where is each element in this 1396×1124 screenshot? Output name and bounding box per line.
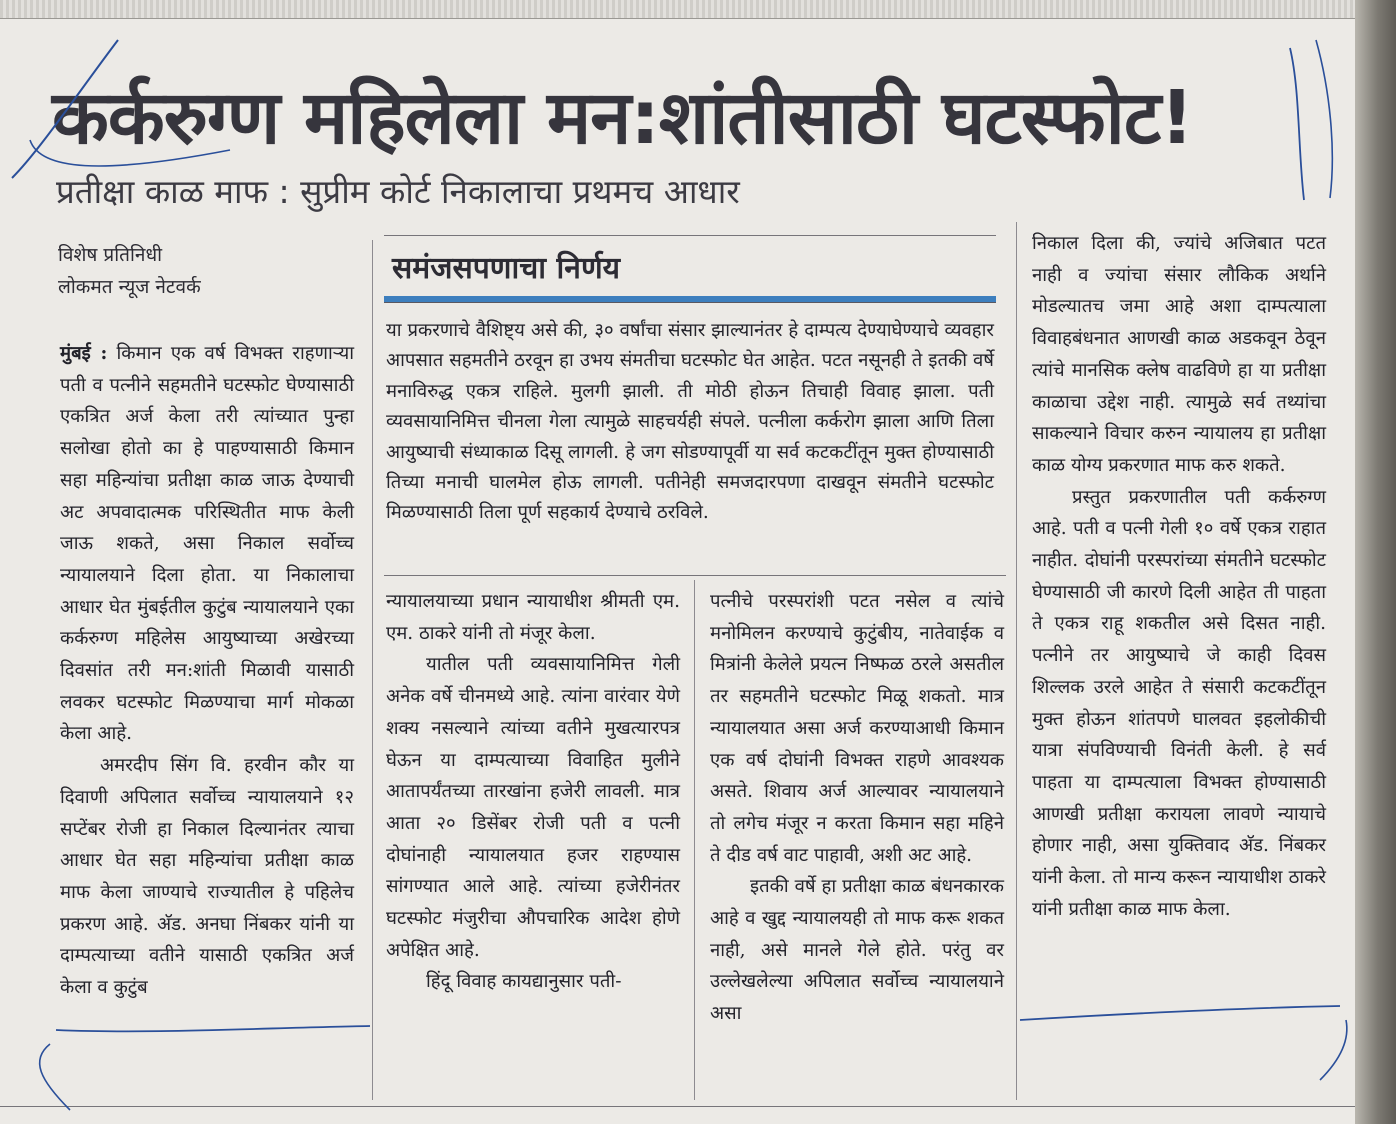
rule-bottom [0, 1106, 1355, 1107]
byline-author: विशेष प्रतिनिधी [58, 244, 163, 266]
column-1-paragraph-1-text: किमान एक वर्ष विभक्त राहणाऱ्या पती व पत्नीने सहमतीने घटस्फोट घेण्यासाठी एकत्रित अर्ज केला तरी त्यांच्यात पुन्हा सलोखा होतो का हे पाहण्यासाठी किमान सहा महिन्यांचा प्रतीक्षा काळ जाऊ देण्याची अट अपवादात्मक परिस्थितीत माफ केली जाऊ शकते, असा निकाल सर्वोच्च न्यायालयाने दिला होता. या निकालाचा आधार घेत मुंबईतील कुटुंब न्यायालयाने एका कर्करुग्ण महिलेस आयुष्याच्या अखेरच्या दिवसांत तरी मन:शांती मिळावी यासाठी लवकर घटस्फोट मिळण्याचा मार्ग मोकळा केला आहे. [60, 343, 354, 745]
page-edge-shadow [1355, 0, 1396, 1124]
subheadline: प्रतीक्षा काळ माफ : सुप्रीम कोर्ट निकालाचा प्रथमच आधार [56, 172, 740, 211]
rule-box-bottom [384, 575, 1006, 576]
column-3-paragraph-2: इतकी वर्षे हा प्रतीक्षा काळ बंधनकारक आहे व खुद्द न्यायालयही तो माफ करू शकत नाही, असे मानले गेले होते. परंतु वर उल्लेखलेल्या अपिलात सर्वोच्च न्यायालयाने असा [710, 876, 1004, 1025]
top-print-strip [0, 0, 1355, 19]
box-title-rule [384, 296, 996, 303]
box-body: या प्रकरणाचे वैशिष्ट्य असे की, ३० वर्षांचा संसार झाल्यानंतर हे दाम्पत्य देण्याघेण्याचे व्यवहार आपसात सहमतीने ठरवून हा उभय संमतीचा घटस्फोट घेत आहेत. पटत नसूनही ते इतकी वर्षे मनाविरुद्ध एकत्र राहिले. मुलगी झाली. ती मोठी होऊन तिचाही विवाह झाला. पती व्यवसायानिमित्त चीनला गेला त्यामुळे साहचर्यही संपले. पत्नीला कर्करोग झाला आणि तिला आयुष्याची संध्याकाळ दिसू लागली. हे जग सोडण्यापूर्वी या सर्व कटकटींतून मुक्त होण्यासाठी तिच्या मनाची घालमेल होऊ लागली. पतीनेही समजदारपणा दाखवून संमतीने घटस्फोट मिळण्यासाठी तिला पूर्ण सहकार्य देण्याचे ठरविले. [386, 320, 994, 524]
column-4 [1032, 228, 1326, 925]
column-4-paragraph-2: प्रस्तुत प्रकरणातील पती कर्करुग्ण आहे. पती व पत्नी गेली १० वर्षे एकत्र राहात नाहीत. दोघांनी परस्परांच्या संमतीने घटस्फोट घेण्यासाठी जी कारणे दिली आहेत ती पाहता ते एकत्र राहू शकतील असे दिसत नाही. पत्नीने तर आयुष्याचे जे काही दिवस शिल्लक उरले आहेत ते संसारी कटकटींतून मुक्त होऊन शांतपणे घालवत इहलोकीची यात्रा संपविण्याची विनंती केली. हे सर्व पाहता या दाम्पत्याला विभक्त होण्यासाठी आणखी प्रतीक्षा करायला लावणे न्यायाचे होणार नाही, असा युक्तिवाद अ‍ॅड. निंबकर यांनी केला. तो मान्य करून न्यायाधीश ठाकरे यांनी प्रतीक्षा काळ माफ केला. [1032, 486, 1326, 920]
column-2 [386, 586, 680, 998]
column-divider-3 [1016, 222, 1017, 1100]
column-divider-1 [372, 240, 373, 1100]
column-3-paragraph-1: पत्नीचे परस्परांशी पटत नसेल व त्यांचे मनोमिलन करण्याचे कुटुंबीय, नातेवाईक व मित्रांनी केलेले प्रयत्न निष्फळ ठरले असतील तर सहमतीने घटस्फोट मिळू शकतो. मात्र न्यायालयात असा अर्ज करण्याआधी किमान एक वर्ष दोघांनी विभक्त राहणे आवश्यक असते. शिवाय अर्ज आल्यावर न्यायालयाने तो लगेच मंजूर न करता किमान सहा महिने ते दीड वर्ष वाट पाहावी, अशी अट आहे. [710, 591, 1004, 866]
column-1-paragraph-1 [60, 338, 354, 750]
box-title: समंजसपणाचा निर्णय [392, 251, 621, 286]
byline-network: लोकमत न्यूज नेटवर्क [58, 276, 201, 298]
column-4-paragraph-1: निकाल दिला की, ज्यांचे अजिबात पटत नाही व ज्यांचा संसार लौकिक अर्थाने मोडल्यातच जमा आहे अशा दाम्पत्याला विवाहबंधनात आणखी काळ अडकवून ठेवून त्यांचे मानसिक क्लेष वाढविणे हा या प्रतीक्षा काळाचा उद्देश नाही. त्यामुळे सर्व तथ्यांचा साकल्याने विचार करुन न्यायालय हा प्रतीक्षा काळ योग्य प्रकरणात माफ करु शकते. [1032, 233, 1326, 476]
rule-under-subhead [384, 235, 996, 236]
column-divider-2 [694, 580, 695, 1100]
column-2-paragraph-1: न्यायालयाच्या प्रधान न्यायाधीश श्रीमती एम. एम. ठाकरे यांनी तो मंजूर केला. [386, 591, 680, 644]
column-1 [60, 338, 354, 1004]
headline: कर्करुग्ण महिलेला मन:शांतीसाठी घटस्फोट! [52, 75, 1193, 161]
column-2-paragraph-2: यातील पती व्यवसायानिमित्त गेली अनेक वर्षे चीनमध्ये आहे. त्यांना वारंवार येणे शक्य नसल्याने त्यांच्या वतीने मुखत्यारपत्र घेऊन या दाम्पत्याच्या विवाहित मुलीने आतापर्यंतच्या तारखांना हजेरी लावली. मात्र आता २० डिसेंबर रोजी पती व पत्नी दोघांनाही न्यायालयात हजर राहण्यास सांगण्यात आले आहे. त्यांच्या हजेरीनंतर घटस्फोट मंजुरीचा औपचारिक आदेश होणे अपेक्षित आहे. [386, 654, 680, 961]
dateline: मुंबई : [60, 343, 108, 364]
column-2-paragraph-3: हिंदू विवाह कायद्यानुसार पती- [426, 971, 622, 993]
column-1-paragraph-2: अमरदीप सिंग वि. हरवीन कौर या दिवाणी अपिलात सर्वोच्च न्यायालयाने १२ सप्टेंबर रोजी हा निकाल दिल्यानंतर त्याचा आधार घेत सहा महिन्यांचा प्रतीक्षा काळ माफ केला जाण्याचे राज्यातील हे पहिलेच प्रकरण आहे. अ‍ॅड. अनघा निंबकर यांनी या दाम्पत्याच्या वतीने यासाठी एकत्रित अर्ज केला व कुटुंब [60, 755, 354, 999]
column-3 [710, 586, 1004, 1030]
